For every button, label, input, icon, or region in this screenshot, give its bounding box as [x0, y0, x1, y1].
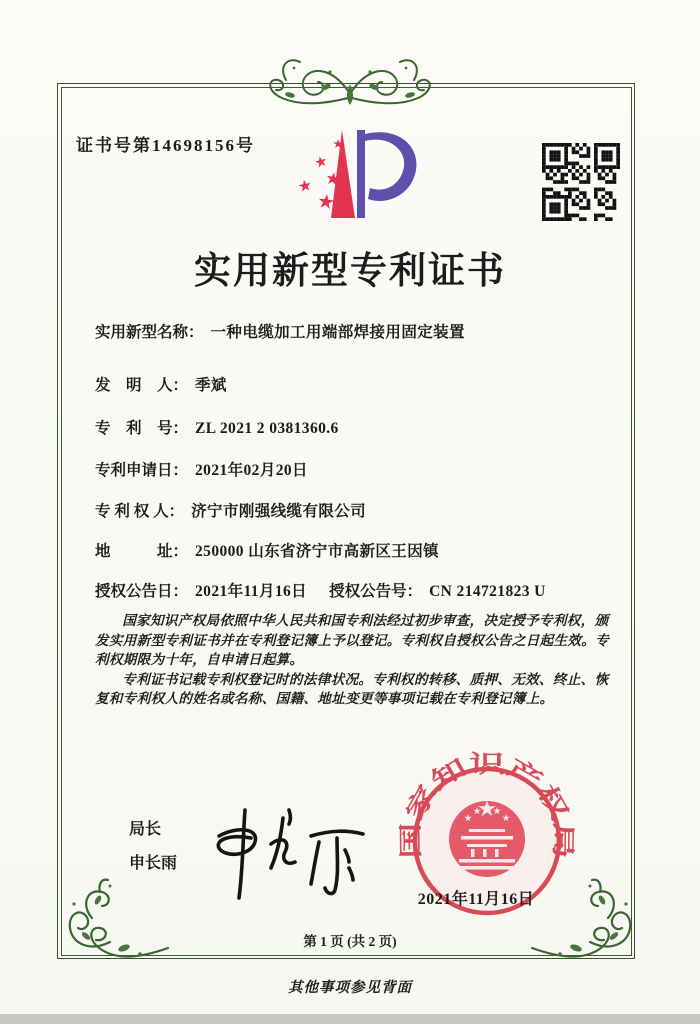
field-value: ZL 2021 2 0381360.6 — [195, 420, 339, 437]
field-row-patent-number — [95, 416, 339, 438]
scanner-edge-strip — [0, 1014, 700, 1024]
qr-code-icon — [542, 143, 620, 221]
cnipa-logo-icon — [276, 124, 446, 236]
field-label: 专利申请日： — [95, 462, 189, 479]
field-value: 2021年11月16日 — [195, 583, 308, 600]
back-side-note: 其他事项参见背面 — [288, 980, 412, 996]
field-label: 授权公告日： — [95, 583, 189, 600]
field-value: CN 214721823 U — [429, 583, 546, 600]
certificate-number: 证书号第14698156号 — [76, 136, 255, 155]
field-row-address — [95, 539, 439, 561]
field-value: 济宁市刚强线缆有限公司 — [191, 503, 367, 520]
legal-text-block — [95, 611, 613, 709]
field-value: 250000 山东省济宁市高新区王因镇 — [195, 543, 439, 560]
field-label: 实用新型名称： — [95, 324, 204, 341]
field-label: 地 址： — [95, 543, 189, 560]
field-value: 一种电缆加工用端部焊接用固定装置 — [210, 324, 465, 341]
legal-paragraph: 国家知识产权局依照中华人民共和国专利法经过初步审查，决定授予专利权，颁发实用新型专利证书并在专利登记簿上予以登记。专利权自授权公告之日起生效。专利权期限为十年，自申请日起算。 — [95, 613, 610, 668]
field-label: 专 利 权 人： — [95, 503, 185, 520]
field-row-patentee — [95, 499, 366, 521]
field-row-grant-date-and-number — [95, 579, 546, 601]
field-row-filing-date — [95, 458, 308, 480]
field-label: 发 明 人： — [95, 377, 189, 394]
field-label: 专 利 号： — [95, 420, 189, 437]
signer-block — [129, 822, 177, 872]
svg-text:国家知识产权局: 国家知识产权局 — [398, 752, 576, 859]
field-row-inventor — [95, 373, 227, 395]
page-number: 第 1 页 (共 2 页) — [303, 934, 397, 949]
field-row-patent-name — [95, 320, 465, 342]
field-value: 季斌 — [195, 377, 227, 394]
seal-grant-date: 2021年11月16日 — [417, 891, 535, 908]
certificate-title: 实用新型专利证书 — [194, 251, 506, 292]
field-value: 2021年02月20日 — [195, 462, 308, 479]
handwritten-signature-icon — [185, 796, 380, 908]
field-label: 授权公告号： — [329, 583, 423, 600]
signer-title: 局长 — [129, 821, 162, 838]
signer-name: 申长雨 — [129, 855, 178, 872]
legal-paragraph: 专利证书记载专利权登记时的法律状况。专利权的转移、质押、无效、终止、恢复和专利权人的姓名或名称、国籍、地址变更等事项记载在专利登记簿上。 — [95, 671, 609, 707]
